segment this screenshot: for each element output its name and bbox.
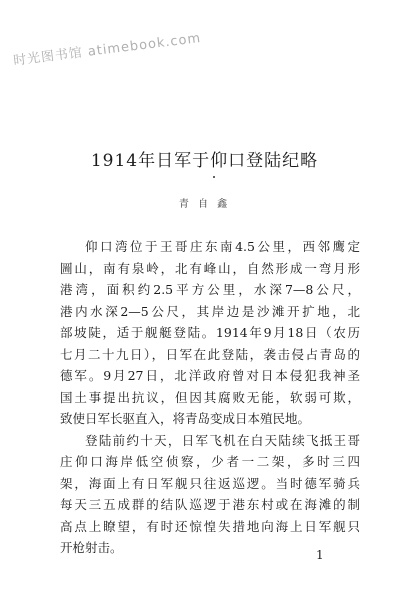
body-line: 部坡陡，适于舰艇登陆。1914年9月18日（农历 [60,325,360,340]
body-line: 德军。9月27日，北洋政府曾对日本侵犯我神圣 [60,368,360,383]
body-line: 开枪射击。 [60,540,123,555]
article-title: 1914年日军于仰口登陆纪略 [90,151,319,171]
body-line: 港湾，面积约2.5平方公里，水深7—8公尺， [60,282,360,297]
watermark: 时光图书馆 atimebook.com [12,30,202,69]
body-line: 庄仰口海岸低空侦察，少者一二架，多时三四 [60,454,360,469]
body-line: 登陆前约十天，日军飞机在白天陆续飞抵王哥 [85,432,360,448]
body-line: 每天三五成群的结队巡逻于港东村或在海滩的制 [60,497,360,512]
author-name: 青 自 鑫 [178,199,231,210]
body-line: 架，海面上有日军舰只往返巡逻。当时德军骑兵 [60,475,360,491]
body-line: 致使日军长驱直入，将青岛变成日本殖民地。 [60,411,311,426]
body-line: 高点上瞭望，有时还惊惶失措地向海上日军舰只 [60,518,360,534]
body-line: 国土事提出抗议，但因其腐败无能，软弱可欺， [60,389,360,405]
body-line: 圌山，南有泉岭，北有峰山，自然形成一弯月形 [60,260,360,276]
body-line: 港内水深2—5公尺，其岸边是沙滩开扩地，北 [60,303,360,319]
page-number: 1 [316,548,324,562]
title-dot [213,176,215,178]
body-line: 仰口湾位于王哥庄东南4.5公里，西邻鹰定 [85,239,360,254]
body-line: 七月二十九日），日军在此登陆，袭击侵占青岛的 [60,346,360,362]
article-body [60,236,360,559]
